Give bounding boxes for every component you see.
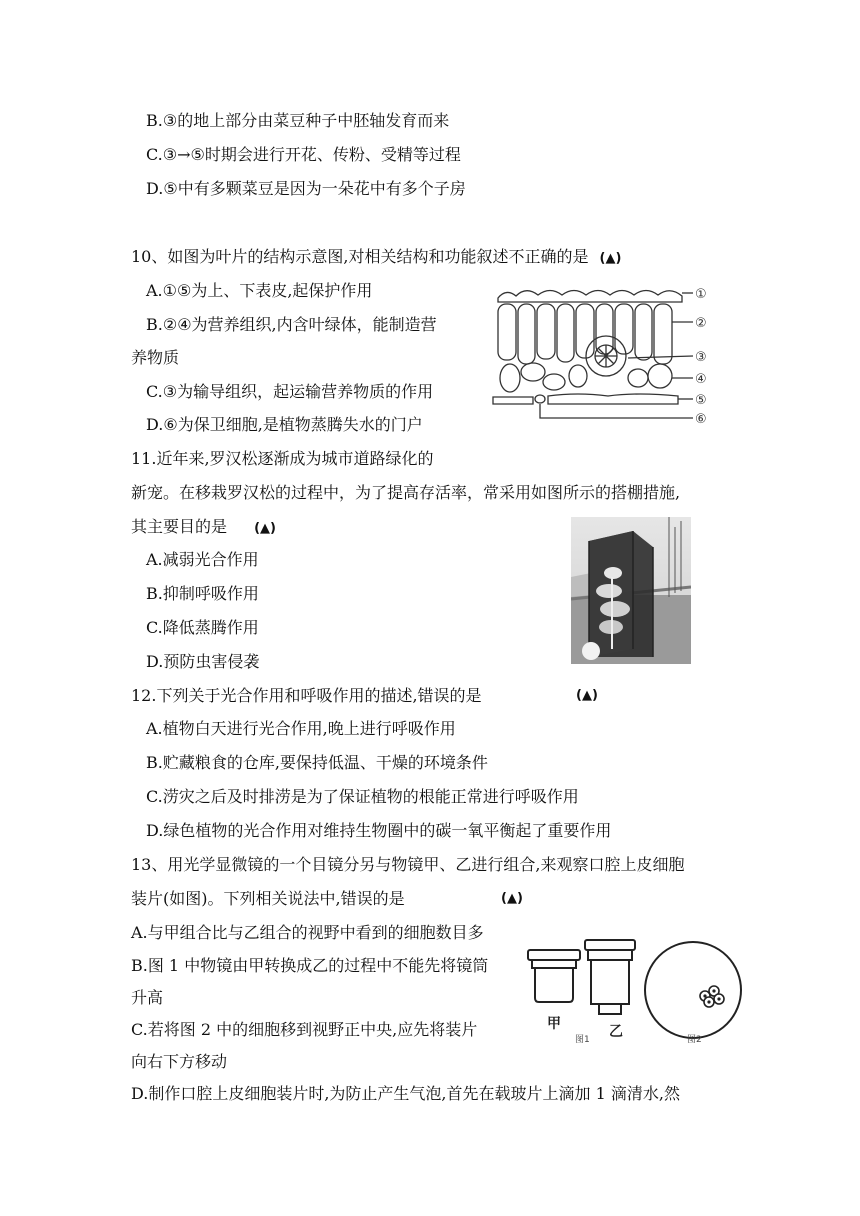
q12-option-c: C.涝灾之后及时排涝是为了保证植物的根能正常进行呼吸作用 xyxy=(146,787,579,806)
fig1-caption: 图1 xyxy=(575,1035,590,1045)
q12-stem-text: 12.下列关于光合作用和呼吸作用的描述,错误的是 xyxy=(131,686,482,705)
q13-option-a: A.与甲组合比与乙组合的视野中看到的细胞数目多 xyxy=(131,923,484,942)
q12-option-b: B.贮藏粮食的仓库,要保持低温、干燥的环境条件 xyxy=(146,753,488,772)
q9-option-c: C.③→⑤时期会进行开花、传粉、受精等过程 xyxy=(146,145,461,164)
q13-option-b-line2: 升高 xyxy=(131,988,164,1007)
fig-label-6: ⑥ xyxy=(695,412,707,427)
q12-stem xyxy=(131,686,598,706)
q10-option-a: A.①⑤为上、下表皮,起保护作用 xyxy=(146,281,373,300)
fig-label-5: ⑤ xyxy=(695,393,707,408)
answer-mark: (▲) xyxy=(254,521,276,536)
fig-label-1: ① xyxy=(695,287,707,302)
q10-option-d: D.⑥为保卫细胞,是植物蒸腾失水的门户 xyxy=(146,415,423,434)
q13-option-c-line1: C.若将图 2 中的细胞移到视野正中央,应先将装片 xyxy=(131,1020,478,1039)
q13-option-b-line1: B.图 1 中物镜由甲转换成乙的过程中不能先将镜筒 xyxy=(131,956,489,975)
q10-option-b-line2: 养物质 xyxy=(131,348,180,367)
q9-option-d: D.⑤中有多颗菜豆是因为一朵花中有多个子房 xyxy=(146,179,466,198)
fig-label-yi: 乙 xyxy=(609,1024,623,1040)
q10-option-c: C.③为输导组织，起运输营养物质的作用 xyxy=(146,382,434,401)
q13-stem-line1: 13、用光学显微镜的一个目镜分另与物镜甲、乙进行组合,来观察口腔上皮细胞 xyxy=(131,855,685,874)
q9-option-b: B.③的地上部分由菜豆种子中胚轴发育而来 xyxy=(146,111,450,130)
leaf-cross-section-diagram xyxy=(488,280,728,430)
answer-mark: (▲) xyxy=(576,688,598,703)
answer-mark: (▲) xyxy=(599,251,622,266)
q11-option-d: D.预防虫害侵袭 xyxy=(146,652,260,671)
q11-option-a: A.减弱光合作用 xyxy=(146,550,259,569)
answer-mark: (▲) xyxy=(501,891,523,906)
q11-option-c: C.降低蒸腾作用 xyxy=(146,618,259,637)
shelter-photo-image xyxy=(571,517,691,664)
q13-option-d: D.制作口腔上皮细胞装片时,为防止产生气泡,首先在载玻片上滴加 1 滴清水,然 xyxy=(131,1084,680,1103)
q11-option-b: B.抑制呼吸作用 xyxy=(146,584,259,603)
q13-stem-line2 xyxy=(131,889,523,909)
q13-stem-text: 装片(如图)。下列相关说法中,错误的是 xyxy=(131,889,405,908)
q12-option-a: A.植物白天进行光合作用,晚上进行呼吸作用 xyxy=(146,719,456,738)
q11-stem-line3 xyxy=(131,517,276,539)
fig-label-jia: 甲 xyxy=(547,1016,561,1032)
q11-stem-line2: 新宠。在移栽罗汉松的过程中，为了提高存活率，常采用如图所示的搭棚措施, xyxy=(131,483,681,502)
objective-lens-diagram xyxy=(525,938,747,1048)
q12-option-d: D.绿色植物的光合作用对维持生物圈中的碳一氧平衡起了重要作用 xyxy=(146,821,612,840)
q10-option-b-line1: B.②④为营养组织,内含叶绿体，能制造营 xyxy=(146,315,437,334)
fig-label-3: ③ xyxy=(695,350,707,365)
q11-stem-line1: 11.近年来,罗汉松逐渐成为城市道路绿化的 xyxy=(131,449,434,468)
microscope-figure xyxy=(525,938,747,1048)
q10-stem-text: 10、如图为叶片的结构示意图,对相关结构和功能叙述不正确的是 xyxy=(131,247,589,266)
fig-label-4: ④ xyxy=(695,372,707,387)
fig2-caption: 图2 xyxy=(687,1035,702,1045)
q13-option-c-line2: 向右下方移动 xyxy=(131,1052,228,1071)
fig-label-2: ② xyxy=(695,316,707,331)
q11-stem-text: 其主要目的是 xyxy=(131,517,228,536)
leaf-structure-figure xyxy=(488,280,728,430)
q10-stem xyxy=(131,247,621,269)
shade-shelter-photo xyxy=(571,517,691,664)
